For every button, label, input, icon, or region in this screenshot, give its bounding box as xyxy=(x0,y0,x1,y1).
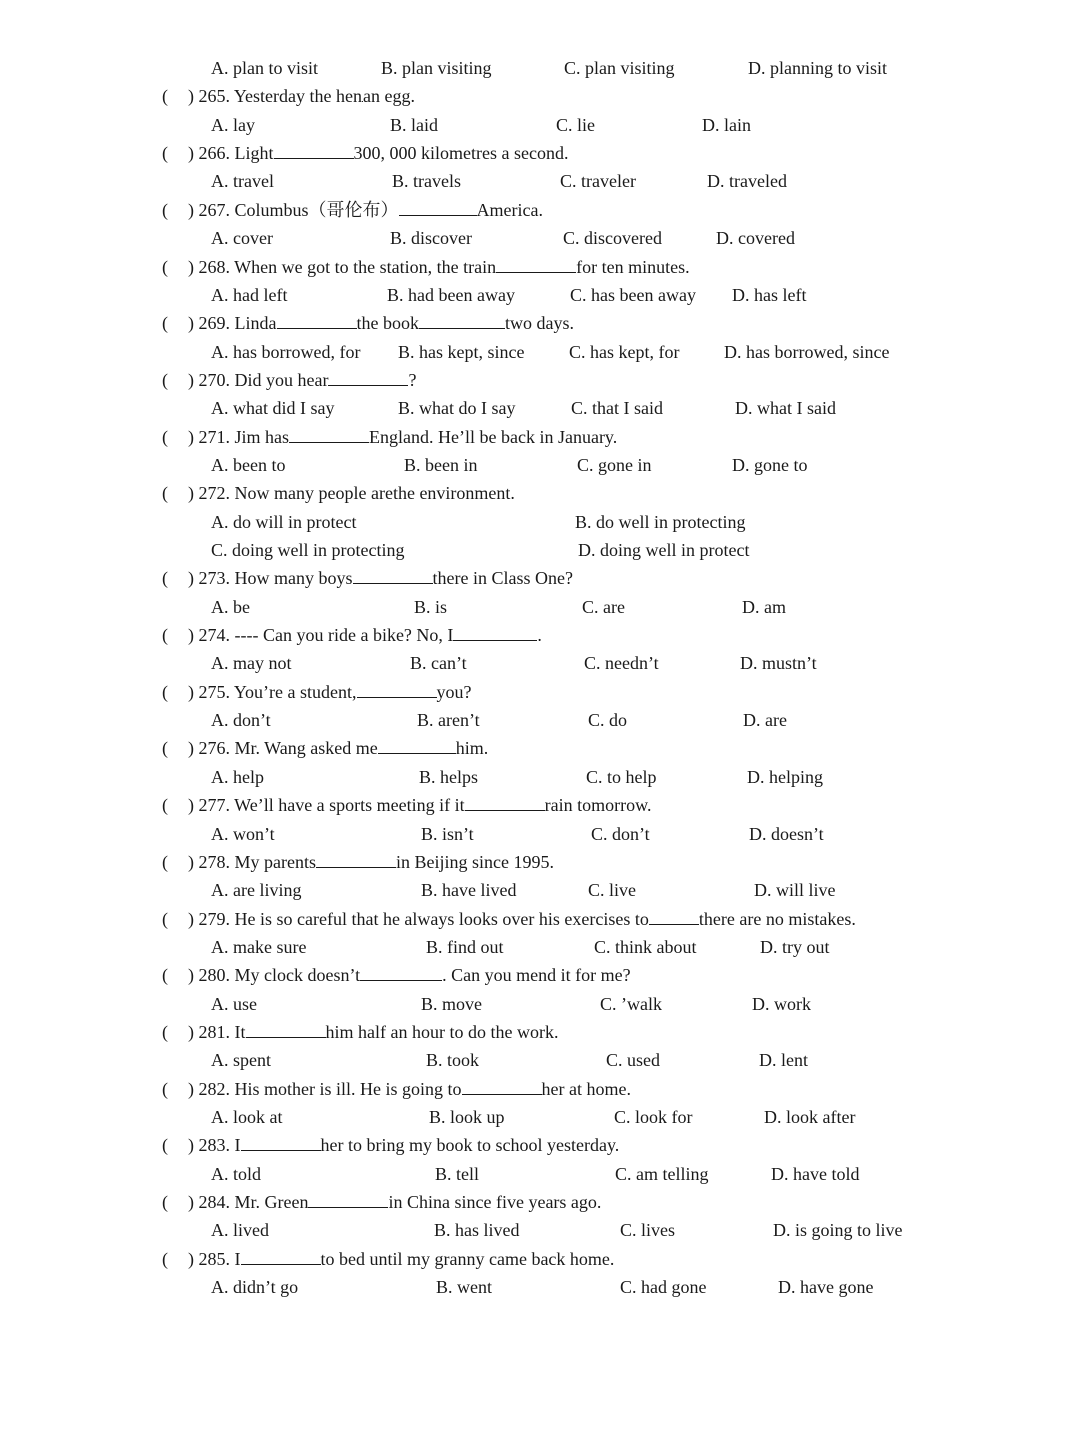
answer-paren-open: ( xyxy=(162,199,168,220)
answer-paren-close: ) xyxy=(188,681,199,702)
question-part: 272. Now many people are xyxy=(198,483,393,504)
option-d[interactable]: D. has left xyxy=(732,284,807,305)
answer-paren-open: ( xyxy=(162,851,168,872)
options-row-274 xyxy=(0,649,1080,677)
question-267 xyxy=(0,196,1080,224)
answer-paren-open: ( xyxy=(162,256,168,277)
answer-blank[interactable] xyxy=(241,1132,321,1151)
answer-blank[interactable] xyxy=(246,1019,326,1038)
option-a[interactable]: A. use xyxy=(211,993,257,1014)
option-d[interactable]: D. helping xyxy=(747,766,823,787)
option-a[interactable]: A. do will in protect xyxy=(211,511,357,532)
options-row-277 xyxy=(0,820,1080,848)
options-row-265 xyxy=(0,111,1080,139)
question-270 xyxy=(0,366,1080,394)
question-283 xyxy=(0,1131,1080,1159)
option-a[interactable]: A. help xyxy=(211,766,264,787)
question-text xyxy=(188,734,488,762)
question-part: ? xyxy=(408,369,417,390)
option-a[interactable]: A. spent xyxy=(211,1050,271,1071)
option-b[interactable]: B. aren’t xyxy=(417,710,480,731)
option-a[interactable]: A. what did I say xyxy=(211,398,335,419)
option-d[interactable]: D. covered xyxy=(716,228,795,249)
option-c[interactable]: C. do xyxy=(588,710,628,731)
option-d[interactable]: D. gone to xyxy=(732,454,808,475)
option-a[interactable]: A. make sure xyxy=(211,936,307,957)
question-271 xyxy=(0,423,1080,451)
answer-paren-close: ) xyxy=(188,625,199,645)
question-part: 270. Did you hear xyxy=(198,369,329,390)
answer-paren-close: ) xyxy=(188,1021,199,1042)
option-d[interactable]: D. lent xyxy=(759,1050,808,1071)
question-text xyxy=(188,1188,601,1216)
answer-paren-open: ( xyxy=(162,1135,168,1156)
question-part: 278. My parents xyxy=(198,851,316,872)
options-row-272-2 xyxy=(0,536,1080,564)
question-part: 276. Mr. Wang asked me xyxy=(198,738,378,759)
option-a[interactable]: A. told xyxy=(211,1163,262,1184)
option-b[interactable]: B. what do I say xyxy=(398,398,516,419)
question-part: her at home. xyxy=(541,1078,631,1099)
question-part: to bed until my granny came back home. xyxy=(320,1248,615,1269)
option-b[interactable]: B. tell xyxy=(435,1163,479,1184)
answer-paren-close: ) xyxy=(188,1192,199,1212)
answer-blank[interactable] xyxy=(399,197,477,216)
answer-paren-open: ( xyxy=(162,625,168,645)
question-282 xyxy=(0,1075,1080,1103)
question-text xyxy=(188,253,690,281)
question-part: 275. You’re a student, xyxy=(198,681,357,702)
answer-paren-close: ) xyxy=(188,851,199,872)
answer-paren-close: ) xyxy=(188,908,199,929)
question-part: in China since five years ago. xyxy=(388,1192,602,1212)
answer-blank[interactable] xyxy=(274,140,354,159)
answer-blank[interactable] xyxy=(353,565,433,584)
question-text xyxy=(188,905,856,933)
option-c[interactable]: C. lives xyxy=(620,1220,676,1241)
option-d[interactable]: D. will live xyxy=(754,880,836,901)
options-row-279 xyxy=(0,933,1080,961)
option-d[interactable]: D. is going to live xyxy=(773,1220,903,1241)
answer-paren-open: ( xyxy=(162,483,168,504)
option-d[interactable]: D. have told xyxy=(771,1163,860,1184)
question-part: 280. My clock doesn’t xyxy=(198,965,361,986)
question-269 xyxy=(0,309,1080,337)
option-b[interactable]: B. find out xyxy=(426,936,504,957)
option-c[interactable]: C. ’walk xyxy=(600,993,662,1014)
question-part: . xyxy=(537,625,542,645)
answer-paren-close: ) xyxy=(188,483,199,504)
answer-blank[interactable] xyxy=(419,310,505,329)
option-d[interactable]: D. have gone xyxy=(778,1277,874,1297)
options-row-268 xyxy=(0,281,1080,309)
option-d[interactable]: D. look after xyxy=(764,1107,856,1127)
question-part: 283. I xyxy=(198,1135,241,1156)
options-row-266 xyxy=(0,167,1080,195)
answer-paren-open: ( xyxy=(162,908,168,929)
question-part: you? xyxy=(436,681,472,702)
option-b[interactable]: B. isn’t xyxy=(421,823,474,844)
options-row-284 xyxy=(0,1216,1080,1244)
question-279 xyxy=(0,905,1080,933)
question-part: 265. Yesterday the hen xyxy=(198,86,362,107)
answer-blank[interactable] xyxy=(465,792,545,811)
answer-paren-open: ( xyxy=(162,738,168,759)
option-d[interactable]: D. planning to visit xyxy=(748,58,887,78)
option-d[interactable]: D. doing well in protect xyxy=(578,540,750,560)
answer-blank[interactable] xyxy=(357,679,437,698)
answer-paren-close: ) xyxy=(188,1135,199,1156)
answer-paren-open: ( xyxy=(162,86,168,107)
question-text xyxy=(188,1075,631,1103)
option-d[interactable]: D. doesn’t xyxy=(749,823,824,844)
options-row-top xyxy=(0,54,1080,82)
question-text xyxy=(188,621,542,649)
question-part: for ten minutes. xyxy=(576,256,690,277)
options-row-285 xyxy=(0,1273,1080,1301)
options-row-267 xyxy=(0,224,1080,252)
answer-paren-close: ) xyxy=(188,1248,199,1269)
option-d[interactable]: D. has borrowed, since xyxy=(724,341,890,362)
answer-blank[interactable] xyxy=(453,622,537,641)
question-text xyxy=(188,1018,558,1046)
question-text xyxy=(188,564,573,592)
answer-paren-open: ( xyxy=(162,426,168,447)
option-c[interactable]: C. that I said xyxy=(571,398,663,419)
answer-paren-open: ( xyxy=(162,143,168,164)
option-b[interactable]: B. has lived xyxy=(434,1220,520,1241)
question-part: 282. His mother is ill. He is going to xyxy=(198,1078,462,1099)
answer-paren-open: ( xyxy=(162,965,168,986)
answer-paren-open: ( xyxy=(162,313,168,334)
answer-blank[interactable] xyxy=(289,424,369,443)
option-b[interactable]: B. discover xyxy=(390,228,472,249)
answer-blank[interactable] xyxy=(308,1189,388,1208)
question-part: two days. xyxy=(505,313,574,334)
option-b[interactable]: B. have lived xyxy=(421,880,517,901)
question-text xyxy=(188,423,617,451)
option-c[interactable]: C. used xyxy=(606,1050,660,1071)
answer-paren-close: ) xyxy=(188,86,199,107)
question-273 xyxy=(0,564,1080,592)
question-285 xyxy=(0,1245,1080,1273)
options-row-275 xyxy=(0,706,1080,734)
question-part: an egg. xyxy=(362,86,415,107)
question-text xyxy=(188,479,515,507)
question-text xyxy=(188,678,472,706)
question-part: 285. I xyxy=(198,1248,241,1269)
option-b[interactable]: B. move xyxy=(421,993,482,1014)
question-part: 279. He is so careful that he always looks over his exercises to xyxy=(198,908,649,929)
option-a[interactable]: A. lived xyxy=(211,1220,269,1241)
option-a[interactable]: A. had left xyxy=(211,284,288,305)
option-a[interactable]: A. won’t xyxy=(211,823,275,844)
question-text xyxy=(188,82,415,110)
option-a[interactable]: A. don’t xyxy=(211,710,271,731)
question-part: . Can you mend it for me? xyxy=(442,965,631,986)
option-c[interactable]: C. discovered xyxy=(563,228,662,249)
question-part: rain tomorrow. xyxy=(544,795,652,816)
question-text xyxy=(188,139,568,167)
option-c[interactable]: C. don’t xyxy=(591,823,650,844)
question-part: the book xyxy=(356,313,419,334)
answer-paren-close: ) xyxy=(188,313,199,334)
option-b[interactable]: B. went xyxy=(436,1277,492,1297)
answer-paren-open: ( xyxy=(162,1078,168,1099)
question-text xyxy=(188,196,543,224)
question-part: America. xyxy=(476,199,543,220)
option-b[interactable]: B. is xyxy=(414,596,448,617)
option-a[interactable]: A. been to xyxy=(211,454,286,475)
option-a[interactable]: A. didn’t go xyxy=(211,1277,299,1297)
question-284 xyxy=(0,1188,1080,1216)
option-c[interactable]: C. to help xyxy=(586,766,657,787)
options-row-280 xyxy=(0,990,1080,1018)
answer-blank[interactable] xyxy=(277,310,357,329)
option-c[interactable]: C. doing well in protecting xyxy=(211,540,405,560)
option-b[interactable]: B. been in xyxy=(404,454,478,475)
question-part: 281. It xyxy=(198,1021,246,1042)
option-b[interactable]: B. helps xyxy=(419,766,479,787)
answer-paren-open: ( xyxy=(162,681,168,702)
options-row-278 xyxy=(0,876,1080,904)
question-272 xyxy=(0,479,1080,507)
option-a[interactable]: A. plan to visit xyxy=(211,58,318,78)
option-a[interactable]: A. look at xyxy=(211,1107,283,1127)
option-c[interactable]: C. had gone xyxy=(620,1277,707,1297)
answer-paren-open: ( xyxy=(162,1192,168,1212)
options-row-272-1 xyxy=(0,508,1080,536)
question-text xyxy=(188,366,416,394)
question-part: in Beijing since 1995. xyxy=(395,851,554,872)
question-part: 277. We’ll have a sports meeting if it xyxy=(198,795,465,816)
option-d[interactable]: D. mustn’t xyxy=(740,653,817,674)
answer-paren-close: ) xyxy=(188,795,199,816)
question-part: 300, 000 kilometres a second. xyxy=(353,143,569,164)
answer-paren-close: ) xyxy=(188,143,199,164)
question-277 xyxy=(0,791,1080,819)
question-part: 284. Mr. Green xyxy=(198,1192,309,1212)
answer-blank[interactable] xyxy=(328,367,408,386)
option-b[interactable]: B. plan visiting xyxy=(381,58,492,78)
options-row-273 xyxy=(0,593,1080,621)
answer-paren-close: ) xyxy=(188,965,199,986)
option-a[interactable]: A. travel xyxy=(211,171,274,192)
options-row-271 xyxy=(0,451,1080,479)
question-part: 271. Jim has xyxy=(198,426,290,447)
question-275 xyxy=(0,678,1080,706)
question-part: her to bring my book to school yesterday. xyxy=(320,1135,620,1156)
answer-paren-close: ) xyxy=(188,426,199,447)
option-c[interactable]: C. live xyxy=(588,880,636,901)
answer-paren-close: ) xyxy=(188,1078,199,1099)
answer-paren-close: ) xyxy=(188,369,199,390)
option-a[interactable]: A. be xyxy=(211,596,250,617)
option-d[interactable]: D. are xyxy=(743,710,787,731)
question-part: 267. Columbus（哥伦布） xyxy=(198,199,399,220)
answer-blank[interactable] xyxy=(360,962,442,981)
option-a[interactable]: A. has borrowed, for xyxy=(211,341,361,362)
answer-blank[interactable] xyxy=(241,1246,321,1265)
question-278 xyxy=(0,848,1080,876)
question-text xyxy=(188,848,554,876)
question-text xyxy=(188,1131,619,1159)
answer-paren-open: ( xyxy=(162,369,168,390)
question-part: 274. ---- Can you ride a bike? No, I xyxy=(198,625,454,645)
options-row-269 xyxy=(0,338,1080,366)
question-part: 268. When we got to the station, the train xyxy=(198,256,497,277)
option-b[interactable]: B. laid xyxy=(390,114,438,135)
question-text xyxy=(188,961,631,989)
answer-paren-close: ) xyxy=(188,256,199,277)
option-b[interactable]: B. has kept, since xyxy=(398,341,525,362)
option-c[interactable]: C. gone in xyxy=(577,454,652,475)
question-part: England. He’ll be back in January. xyxy=(369,426,618,447)
question-part: him. xyxy=(455,738,489,759)
question-part: 273. How many boys xyxy=(198,568,353,589)
option-c[interactable]: C. lie xyxy=(556,114,595,135)
answer-paren-open: ( xyxy=(162,1248,168,1269)
options-row-281 xyxy=(0,1046,1080,1074)
question-268 xyxy=(0,253,1080,281)
option-d[interactable]: D. lain xyxy=(702,114,751,135)
option-d[interactable]: D. try out xyxy=(760,936,830,957)
answer-paren-open: ( xyxy=(162,1021,168,1042)
option-c[interactable]: C. think about xyxy=(594,936,697,957)
option-d[interactable]: D. traveled xyxy=(707,171,787,192)
options-row-276 xyxy=(0,763,1080,791)
options-row-282 xyxy=(0,1103,1080,1131)
option-c[interactable]: C. traveler xyxy=(560,171,636,192)
option-b[interactable]: B. can’t xyxy=(410,653,467,674)
option-b[interactable]: B. had been away xyxy=(387,284,515,305)
answer-paren-open: ( xyxy=(162,568,168,589)
question-text xyxy=(188,309,574,337)
question-266 xyxy=(0,139,1080,167)
option-d[interactable]: D. am xyxy=(742,596,786,617)
option-b[interactable]: B. look up xyxy=(429,1107,505,1127)
option-c[interactable]: C. am telling xyxy=(615,1163,709,1184)
answer-paren-close: ) xyxy=(188,738,199,759)
question-265 xyxy=(0,82,1080,110)
option-a[interactable]: A. lay xyxy=(211,114,255,135)
option-c[interactable]: C. has been away xyxy=(570,284,696,305)
question-part: there in Class One? xyxy=(432,568,573,589)
answer-paren-close: ) xyxy=(188,199,199,220)
question-part: 266. Light xyxy=(198,143,274,164)
question-part: the environment. xyxy=(392,483,515,504)
question-276 xyxy=(0,734,1080,762)
option-a[interactable]: A. may not xyxy=(211,653,292,674)
question-274 xyxy=(0,621,1080,649)
option-c[interactable]: C. look for xyxy=(614,1107,693,1127)
answer-blank[interactable] xyxy=(496,254,576,273)
answer-blank[interactable] xyxy=(462,1076,542,1095)
question-part: him half an hour to do the work. xyxy=(325,1021,559,1042)
option-b[interactable]: B. do well in protecting xyxy=(575,511,746,532)
option-d[interactable]: D. work xyxy=(752,993,811,1014)
question-281 xyxy=(0,1018,1080,1046)
answer-paren-open: ( xyxy=(162,795,168,816)
option-c[interactable]: C. needn’t xyxy=(584,653,659,674)
answer-blank[interactable] xyxy=(316,849,396,868)
option-a[interactable]: A. cover xyxy=(211,228,273,249)
answer-paren-close: ) xyxy=(188,568,199,589)
question-text xyxy=(188,1245,614,1273)
option-b[interactable]: B. travels xyxy=(392,171,461,192)
option-c[interactable]: C. plan visiting xyxy=(564,58,675,78)
answer-blank[interactable] xyxy=(649,906,699,925)
option-c[interactable]: C. has kept, for xyxy=(569,341,680,362)
options-row-283 xyxy=(0,1160,1080,1188)
option-d[interactable]: D. what I said xyxy=(735,398,836,419)
answer-blank[interactable] xyxy=(378,735,456,754)
options-row-270 xyxy=(0,394,1080,422)
option-a[interactable]: A. are living xyxy=(211,880,302,901)
option-b[interactable]: B. took xyxy=(426,1050,480,1071)
question-280 xyxy=(0,961,1080,989)
question-part: there are no mistakes. xyxy=(698,908,856,929)
question-part: 269. Linda xyxy=(198,313,277,334)
question-text xyxy=(188,791,651,819)
option-c[interactable]: C. are xyxy=(582,596,625,617)
